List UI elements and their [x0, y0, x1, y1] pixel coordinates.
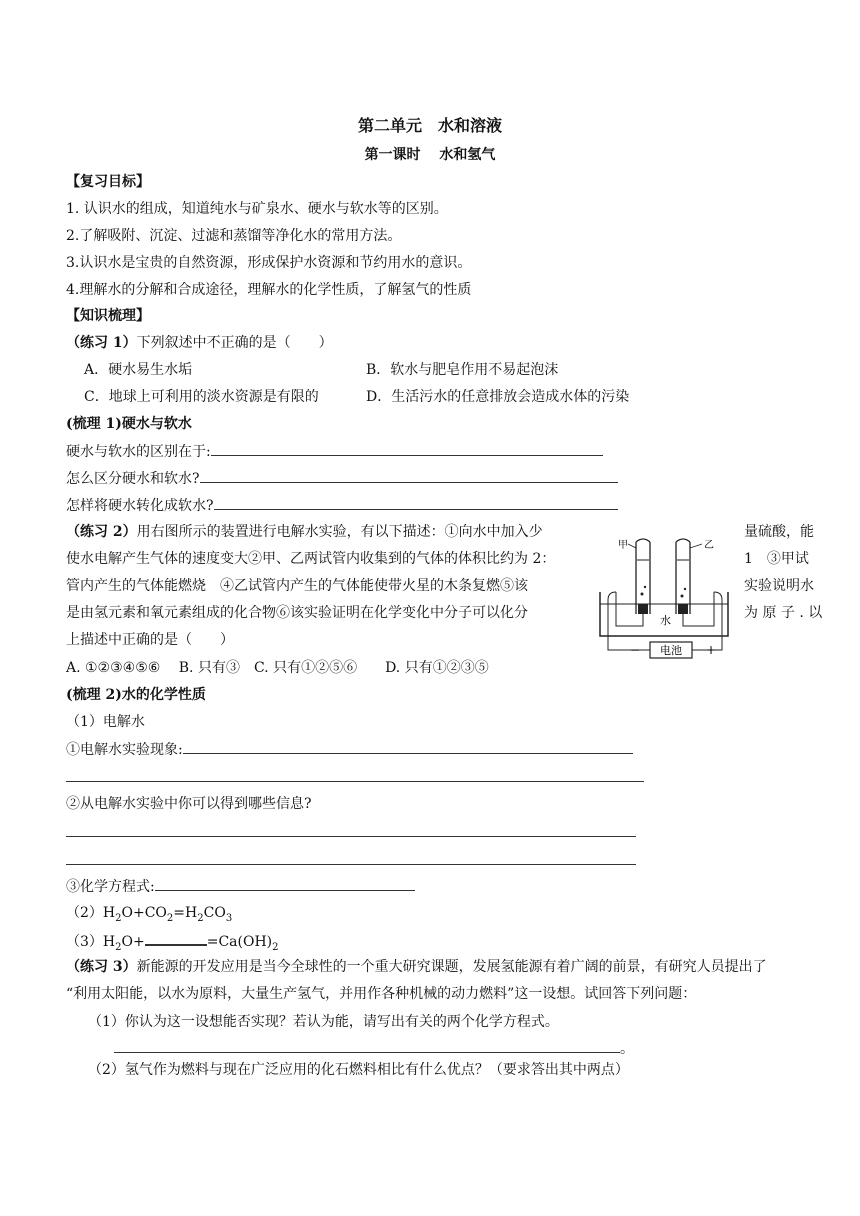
exercise-2-text-right: 1 ③甲试: [744, 551, 809, 567]
exercise-3-text: 新能源的开发应用是当今全球性的一个重大研究课题，发展氢能源有着广阔的前景，有研究人员提出了: [136, 959, 767, 975]
sort-1-question-2: [66, 468, 618, 489]
sort-1-heading: (梳理 1)硬水与软水: [66, 416, 192, 432]
knowledge-heading: 【知识梳理】: [66, 308, 150, 324]
answer-blank[interactable]: [114, 1038, 620, 1053]
question-text: ③化学方程式:: [66, 879, 155, 895]
sort-2-heading: (梳理 2)水的化学性质: [66, 687, 206, 703]
exercise-3-line: [66, 957, 767, 977]
exercise-3-question-1: （1）你认为这一设想能否实现？若认为能，请写出有关的两个化学方程式。: [88, 1014, 559, 1030]
exercise-3-answer-1: 。: [114, 1038, 634, 1059]
exercise-1-label: （练习 1）: [66, 335, 137, 351]
electrode-left: [638, 604, 648, 614]
answer-blank[interactable]: [155, 876, 415, 891]
goal-item: 2.了解吸附、沉淀、过滤和蒸馏等净化水的常用方法。: [66, 228, 402, 244]
option-a: A．硬水易生水垢: [84, 362, 193, 378]
exercise-2-line: 上描述中正确的是（ ）: [66, 632, 234, 648]
question-text: 硬水与软水的区别在于:: [66, 444, 211, 460]
lesson-subtitle: 第一课时 水和氢气: [364, 147, 496, 163]
exercise-3-label: （练习 3）: [66, 959, 137, 975]
answer-blank[interactable]: [200, 468, 618, 483]
answer-line[interactable]: [66, 836, 636, 837]
question-text: 怎么区分硬水和软水?: [66, 471, 200, 487]
exercise-2-line: 管内产生的气体能燃烧 ④乙试管内产生的气体能使带火星的木条复燃⑤该: [66, 578, 528, 594]
exercise-2-text-right: 实验说明水: [744, 578, 814, 594]
answer-blank[interactable]: [183, 739, 633, 754]
answer-line[interactable]: [66, 781, 644, 782]
exercise-2-text-right: 为 原 子 . 以: [744, 605, 823, 621]
tube-yi: [676, 539, 690, 614]
sort-2-question-2: ②从电解水实验中你可以得到哪些信息?: [66, 796, 312, 812]
option-d: D．生活污水的任意排放会造成水体的污染: [366, 389, 630, 405]
sort-2-question-1: [66, 739, 633, 760]
sort-1-question-1: [66, 441, 603, 462]
equation-3: $(3)H_2O+ =Ca(OH)_2$: [66, 930, 279, 952]
answer-blank[interactable]: [214, 495, 618, 510]
answer-blank[interactable]: [211, 441, 603, 456]
question-text: 怎样将硬水转化成软水?: [66, 498, 214, 514]
electrode-right: [678, 604, 688, 614]
exercise-2-label: （练习 2）: [66, 524, 137, 540]
answer-blank[interactable]: [145, 930, 207, 946]
goal-item: 3.认识水是宝贵的自然资源，形成保护水资源和节约用水的意识。: [66, 255, 472, 271]
tube-jia: [636, 539, 650, 614]
exercise-2-line: 使水电解产生气体的速度变大②甲、乙两试管内收集到的气体的体积比约为 2：: [66, 551, 556, 567]
electrolysis-apparatus-figure: [596, 532, 738, 660]
sort-1-question-3: [66, 495, 618, 516]
water-label: 水: [660, 614, 671, 627]
minus-sign: −: [630, 643, 641, 657]
sort-2-question-3: [66, 876, 415, 897]
sort-2-sub-1: （1）电解水: [66, 714, 145, 730]
battery-label: 电池: [660, 644, 682, 657]
option-b: B．软水与肥皂作用不易起泡沫: [366, 362, 559, 378]
exercise-2-options: A. ①②③④⑤⑥ B. 只有③ C. 只有①②⑤⑥ D. 只有①②③⑤: [66, 660, 489, 676]
exercise-3-line: “利用太阳能，以水为原料，大量生产氢气，并用作各种机械的动力燃料”这一设想。试回答下列问题：: [66, 986, 697, 1002]
exercise-1-question: [66, 333, 333, 353]
exercise-2-text-right: 量硫酸，能: [744, 524, 814, 540]
goal-item: 1. 认识水的组成，知道纯水与矿泉水、硬水与软水等的区别。: [66, 201, 448, 217]
page-title: 第二单元 水和溶液: [357, 116, 502, 135]
exercise-3-question-2: （2）氢气作为燃料与现在广泛应用的化石燃料相比有什么优点？（要求答出其中两点）: [88, 1062, 629, 1078]
plus-sign: +: [706, 643, 717, 657]
label-jia: 甲: [618, 540, 628, 551]
option-c: C．地球上可利用的淡水资源是有限的: [84, 389, 319, 405]
exercise-2-text: 用右图所示的装置进行电解水实验，有以下描述：①向水中加入少: [136, 524, 543, 540]
answer-line[interactable]: [66, 864, 636, 865]
label-yi: 乙: [704, 540, 714, 551]
review-goals-heading: 【复习目标】: [66, 174, 150, 190]
exercise-1-text: 下列叙述中不正确的是（ ）: [136, 335, 333, 351]
exercise-2-line: [66, 522, 543, 542]
equation-2: $(2)H_2O+CO_2=H_2CO_3$: [66, 905, 233, 924]
question-text: ①电解水实验现象:: [66, 742, 183, 758]
exercise-2-line: 是由氢元素和氧元素组成的化合物⑥该实验证明在化学变化中分子可以化分: [66, 605, 528, 621]
goal-item: 4.理解水的分解和合成途径，理解水的化学性质，了解氢气的性质: [66, 282, 472, 298]
